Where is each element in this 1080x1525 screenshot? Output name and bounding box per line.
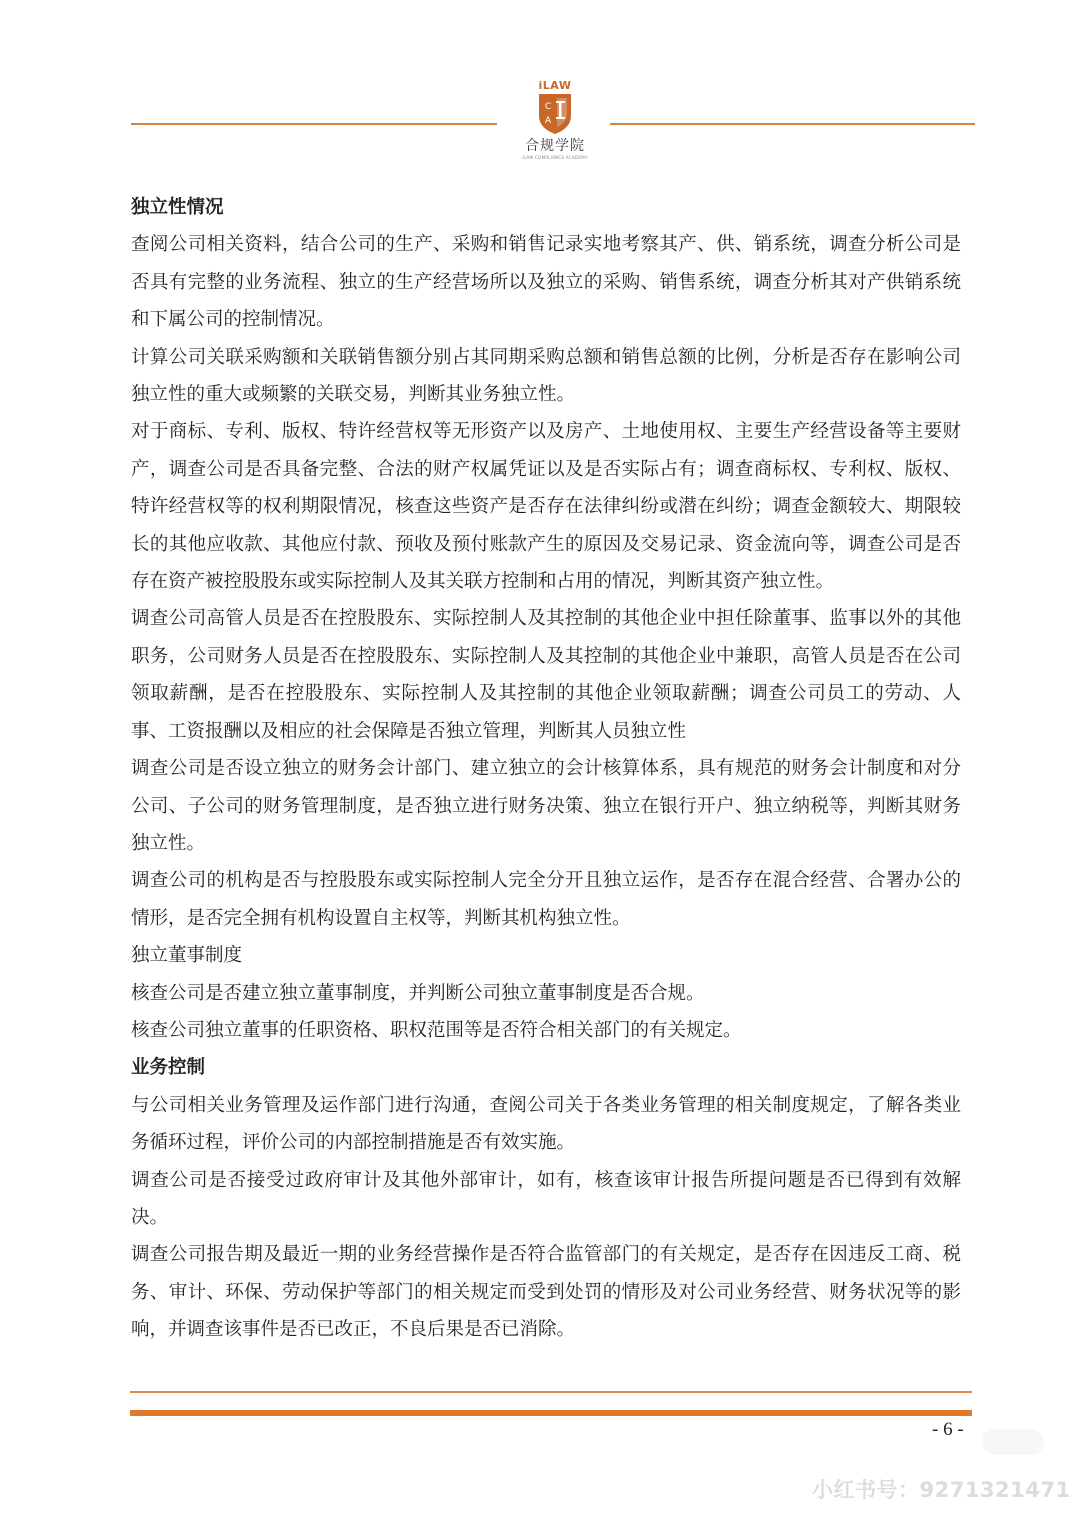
page-number: - 6 - [932,1419,964,1440]
logo-subtitle: ILAW COMPLIANCE ACADEMY [522,155,588,160]
paragraph: 核查公司是否建立独立董事制度，并判断公司独立董事制度是否合规。 [131,982,705,1004]
footer-divider-thin [130,1391,972,1393]
watermark-badge [982,1429,1044,1455]
paragraph: 调查公司的机构是否与控股股东或实际控制人完全分开且独立运作，是否存在混合经营、合署办公的情形，是否完全拥有机构设置自主权等，判断其机构独立性。 [131,870,961,929]
section-heading-business-control: 业务控制 [131,1057,206,1079]
header-divider-right [610,123,975,125]
logo-brand-text: iLAW [538,79,572,92]
footer-divider-thick [130,1410,972,1416]
paragraph: 调查公司报告期及最近一期的业务经营操作是否符合监管部门的有关规定，是否存在因违反工商、税务、审计、环保、劳动保护等部门的相关规定而受到处罚的情形及对公司业务经营、财务状况等的影响，并调查该事件是否已改正，不良后果是否已消除。 [131,1244,961,1341]
academy-logo [500,80,610,172]
shield-icon [535,92,575,136]
watermark-text: 小红书号：9271321471 [812,1478,1071,1502]
subheading-independent-director: 独立董事制度 [131,945,243,967]
section-heading-independence: 独立性情况 [131,197,224,218]
paragraph: 核查公司独立董事的任职资格、职权范围等是否符合相关部门的有关规定。 [131,1019,742,1041]
paragraph: 调查公司是否接受过政府审计及其他外部审计，如有，核查该审计报告所提问题是否已得到有效解决。 [131,1169,961,1228]
document-body [131,189,961,1349]
logo-letter-a: A [544,116,552,126]
paragraph: 查阅公司相关资料，结合公司的生产、采购和销售记录实地考察其产、供、销系统，调查分析公司是否具有完整的业务流程、独立的生产经营场所以及独立的采购、销售系统，调查分析其对产供销系统和下属公司的控制情况。 [131,234,961,331]
paragraph: 与公司相关业务管理及运作部门进行沟通，查阅公司关于各类业务管理的相关制度规定，了解各类业务循环过程，评价公司的内部控制措施是否有效实施。 [131,1094,961,1154]
header-divider-left [131,123,497,125]
paragraph: 调查公司是否设立独立的财务会计部门、建立独立的会计核算体系，具有规范的财务会计制度和对分公司、子公司的财务管理制度，是否独立进行财务决策、独立在银行开户、独立纳税等，判断其财务独立性。 [131,758,961,854]
paragraph: 对于商标、专利、版权、特许经营权等无形资产以及房产、土地使用权、主要生产经营设备等主要财产，调查公司是否具备完整、合法的财产权属凭证以及是否实际占有；调查商标权、专利权、版权、特许经营权等的权利期限情况，核查这些资产是否存在法律纠纷或潜在纠纷；调查金额较大、期限较长的其他应收款、其他应付款、预收及预付账款产生的原因及交易记录、资金流向等，调查公司是否存在资产被控股股东或实际控制人及其关联方控制和占用的情况，判断其资产独立性。 [131,421,961,593]
logo-name: 合规学院 [525,138,585,154]
paragraph: 计算公司关联采购额和关联销售额分别占其同期采购总额和销售总额的比例，分析是否存在影响公司独立性的重大或频繁的关联交易，判断其业务独立性。 [131,346,961,406]
paragraph: 调查公司高管人员是否在控股股东、实际控制人及其控制的其他企业中担任除董事、监事以外的其他职务，公司财务人员是否在控股股东、实际控制人及其控制的其他企业中兼职，高管人员是否在公司领取薪酬，是否在控股股东、实际控制人及其控制的其他企业领取薪酬；调查公司员工的劳动、人事、工资报酬以及相应的社会保障是否独立管理，判断其人员独立性 [131,608,961,742]
logo-letter-c: C [544,102,552,112]
